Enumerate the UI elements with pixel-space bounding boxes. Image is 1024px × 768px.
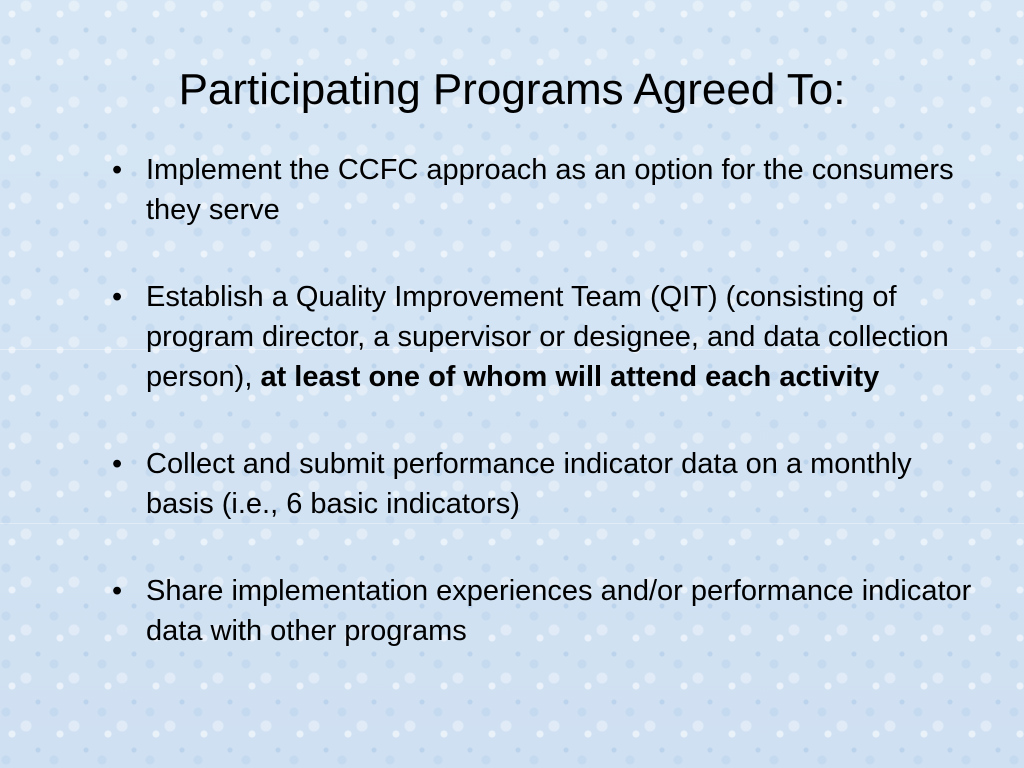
bullet-dot-icon: • (112, 281, 123, 313)
bullet-item-implement (112, 150, 984, 230)
bullet-dot-icon: • (112, 575, 123, 607)
bullet-text: Implement the CCFC approach as an option for the consumers they serve (146, 154, 954, 226)
bullet-item-establish-qit (112, 277, 984, 397)
bullet-dot-icon: • (112, 154, 123, 186)
bullet-item-share-experiences (112, 571, 984, 651)
bullet-text-emphasis: at least one of whom will attend each activity (260, 361, 880, 393)
bullet-item-collect-data (112, 444, 984, 524)
bullet-text-plain: Establish a Quality Improvement Team (QIT) (consisting of program director, a supervisor or designee, and data collection person), (146, 281, 949, 393)
bullet-dot-icon: • (112, 448, 123, 480)
bullet-text: Share implementation experiences and/or performance indicator data with other programs (146, 575, 972, 647)
bullet-list (112, 150, 984, 651)
bullet-text (146, 281, 949, 393)
slide-title: Participating Programs Agreed To: (178, 65, 846, 114)
bullet-text: Collect and submit performance indicator data on a monthly basis (i.e., 6 basic indicators) (146, 448, 912, 520)
